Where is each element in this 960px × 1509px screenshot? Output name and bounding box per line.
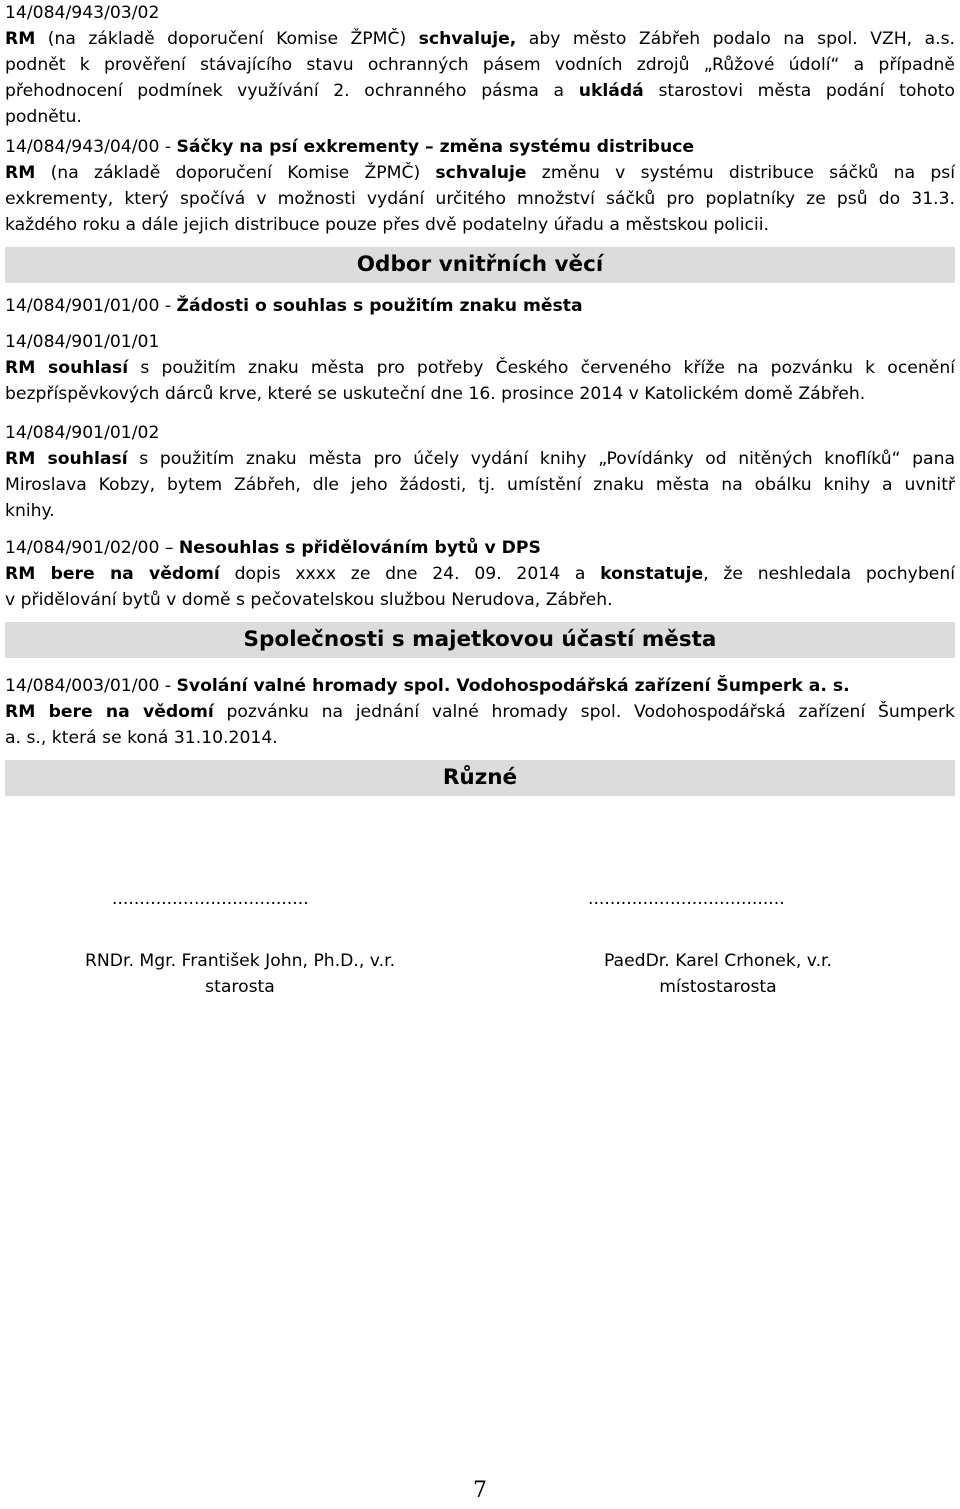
section-heading: Různé: [5, 760, 955, 796]
resolution-text-line: bezpříspěvkových dárců krve, které se uskuteční dne 16. prosince 2014 v Katolickém domě Zábřeh.: [5, 384, 866, 404]
resolution-text-line: RM souhlasí s použitím znaku města pro potřeby Českého červeného kříže na pozvánku k ocenění: [5, 358, 955, 378]
resolution-text-line: a. s., která se koná 31.10.2014.: [5, 728, 278, 748]
verb-uklada: ukládá: [578, 81, 644, 101]
resolution-title: Svolání valné hromady spol. Vodohospodářská zařízení Šumperk a. s.: [176, 676, 850, 696]
resolution-14-084-901-01-01: [5, 329, 955, 407]
resolution-text-line: přehodnocení podmínek využívání 2. ochranného pásma a ukládá starostovi města podání tohoto: [5, 81, 955, 101]
resolution-text-line: RM bere na vědomí pozvánku na jednání valné hromady spol. Vodohospodářská zařízení Šumperk: [5, 702, 955, 722]
signature-right: [538, 886, 898, 1000]
resolution-title: Žádosti o souhlas s použitím znaku města: [176, 296, 583, 316]
page-number: 7: [473, 1478, 487, 1503]
signatory-name: PaedDr. Karel Crhonek, v.r.: [603, 951, 833, 971]
resolution-text-line: podnět k prověření stávajícího stavu ochranných pásem vodních zdrojů „Růžové údolí“ a případně: [5, 55, 955, 75]
resolution-text-line: každého roku a dále jejich distribuce pouze přes dvě podatelny úřadu a městskou policii.: [5, 215, 769, 235]
resolution-title: Nesouhlas s přidělováním bytů v DPS: [178, 538, 541, 558]
resolution-heading: 14/084/901/01/00 - Žádosti o souhlas s použitím znaku města: [5, 296, 583, 316]
resolution-text-line: RM (na základě doporučení Komise ŽPMČ) schvaluje změnu v systému distribuce sáčků na psí: [5, 163, 955, 183]
signature-line: ....................................: [112, 889, 309, 909]
resolution-code: 14/084/943/03/02: [5, 3, 160, 23]
rm-label: RM: [5, 29, 36, 49]
signatory-name: RNDr. Mgr. František John, Ph.D., v.r.: [84, 951, 396, 971]
section-heading: Společnosti s majetkovou účastí města: [5, 622, 955, 658]
resolution-text-line: podnětu.: [5, 107, 82, 127]
resolution-14-084-943-04-00: [5, 134, 955, 238]
resolution-text-line: exkrementy, který spočívá v možnosti vydání určitého množství sáčků pro poplatníky ze psů do 31.3.: [5, 189, 955, 209]
resolution-text-line: RM (na základě doporučení Komise ŽPMČ) schvaluje, aby město Zábřeh podalo na spol. VZH, a.s.: [5, 29, 955, 49]
signature-line: ....................................: [588, 889, 785, 909]
resolution-text-line: v přidělování bytů v domě s pečovatelskou službou Nerudova, Zábřeh.: [5, 590, 613, 610]
resolution-14-084-003-01-00: [5, 673, 955, 751]
resolution-text-line: knihy.: [5, 501, 55, 521]
section-heading: Odbor vnitřních věcí: [5, 247, 955, 283]
verb-schvaluje: schvaluje,: [418, 29, 517, 49]
resolution-14-084-943-03-02: [5, 0, 955, 130]
resolution-text-line: RM bere na vědomí dopis xxxx ze dne 24. 09. 2014 a konstatuje, že neshledala pochybení: [5, 564, 955, 584]
resolution-text-line: RM souhlasí s použitím znaku města pro účely vydání knihy „Povídánky od nitěných knoflíků“ pana: [5, 449, 956, 469]
resolution-code: 14/084/901/01/02: [5, 423, 160, 443]
signatory-role: místostarosta: [659, 977, 777, 997]
resolution-heading: 14/084/943/04/00 - Sáčky na psí exkrementy – změna systému distribuce: [5, 137, 695, 157]
resolution-14-084-901-01-00: [5, 293, 955, 319]
signatory-role: starosta: [205, 977, 275, 997]
resolution-title: Sáčky na psí exkrementy – změna systému distribuce: [176, 137, 695, 157]
resolution-heading: 14/084/901/02/00 – Nesouhlas s přidělováním bytů v DPS: [5, 538, 541, 558]
resolution-code: 14/084/901/01/01: [5, 332, 160, 352]
resolution-14-084-901-01-02: [5, 420, 955, 524]
signature-left: [60, 886, 420, 1000]
resolution-text-line: Miroslava Kobzy, bytem Zábřeh, dle jeho žádosti, tj. umístění znaku města na obálku knihy a uvnitř: [5, 475, 955, 495]
resolution-14-084-901-02-00: [5, 535, 955, 613]
resolution-heading: 14/084/003/01/00 - Svolání valné hromady spol. Vodohospodářská zařízení Šumperk a. s.: [5, 676, 850, 696]
